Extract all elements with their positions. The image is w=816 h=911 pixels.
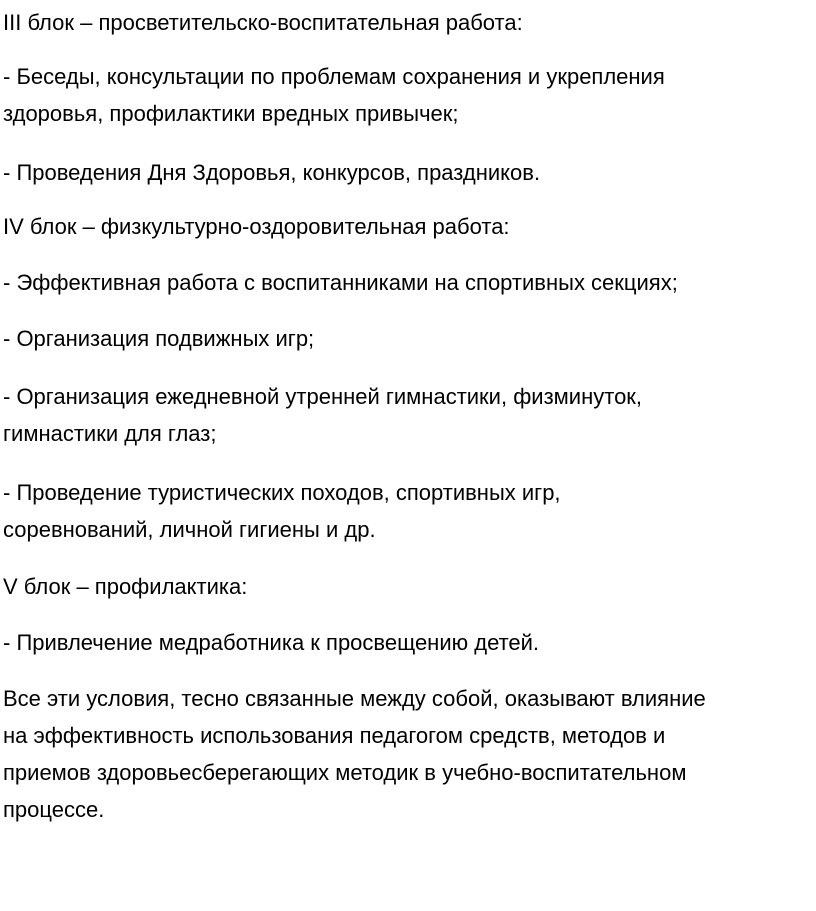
text-line: - Проведение туристических походов, спортивных игр, [3, 480, 561, 505]
paragraph-outdoor-games [3, 320, 813, 357]
text-line: Все эти условия, тесно связанные между собой, оказывают влияние [3, 686, 706, 711]
paragraph-health-day [3, 154, 813, 191]
text-line: приемов здоровьесберегающих методик в учебно-воспитательном [3, 760, 687, 785]
text-line: V блок – профилактика: [3, 574, 248, 599]
paragraph-morning-gymnastics [3, 378, 813, 452]
text-line: - Организация ежедневной утренней гимнастики, физминуток, [3, 384, 643, 409]
text-line: - Организация подвижных игр; [3, 326, 315, 351]
text-line: IV блок – физкультурно-оздоровительная работа: [3, 214, 510, 239]
text-line: процессе. [3, 797, 105, 822]
text-line: - Эффективная работа с воспитанниками на спортивных секциях; [3, 270, 678, 295]
text-line: - Беседы, консультации по проблемам сохранения и укрепления [3, 64, 665, 89]
text-line: здоровья, профилактики вредных привычек; [3, 101, 459, 126]
text-line: соревнований, личной гигиены и др. [3, 517, 376, 542]
text-line: на эффективность использования педагогом средств, методов и [3, 723, 666, 748]
text-line: III блок – просветительско-воспитательная работа: [3, 10, 523, 35]
paragraph-block-5-heading [3, 568, 813, 605]
paragraph-block-4-heading [3, 208, 813, 245]
text-line: - Привлечение медработника к просвещению детей. [3, 630, 540, 655]
paragraph-medical-worker [3, 624, 813, 661]
paragraph-conclusion [3, 680, 813, 828]
text-line: - Проведения Дня Здоровья, конкурсов, праздников. [3, 160, 541, 185]
paragraph-health-consultations [3, 58, 813, 132]
paragraph-block-3-heading [3, 4, 813, 41]
text-line: гимнастики для глаз; [3, 421, 217, 446]
paragraph-sport-sections [3, 264, 813, 301]
paragraph-tourist-trips [3, 474, 813, 548]
